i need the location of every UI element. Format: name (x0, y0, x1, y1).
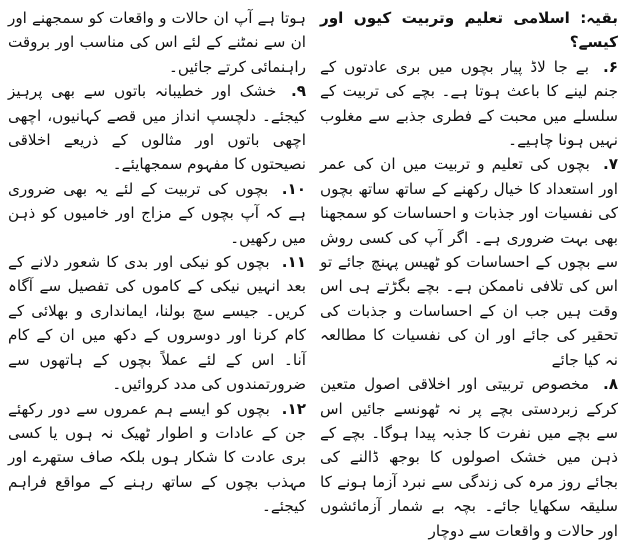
paragraph-9 (8, 79, 306, 177)
left-column (8, 6, 306, 514)
paragraph-text: بچوں کی تربیت کے لئے یہ بھی ضروری ہے کہ آپ بچوں کے مزاج اور خامیوں کو ذہن میں رکھیں۔ (8, 179, 306, 247)
paragraph-text: خشک اور خطیبانہ باتوں سے بھی پرہیز کیجئے۔ دلچسپ انداز میں قصے کہانیوں، اچھی اچھی باتوں اور مثالوں کے ذریعے اخلاقی نصیحتوں کا مفہوم سمجھایئے۔ (8, 82, 306, 174)
item-number: ۱۰. (281, 179, 307, 198)
paragraph-text: بے جا لاڈ پیار بچوں میں بری عادتوں کے جنم لینے کا باعث ہوتا ہے۔ بچے کی تربیت کے سلسلے میں محبت کے فطری جذبے سے مغلوب نہیں ہونا چاہیے۔ (320, 57, 618, 150)
article-title: بقیہ: اسلامی تعلیم وتربیت کیوں اور کیسے؟ (320, 9, 618, 52)
item-number: ۸. (602, 375, 619, 394)
paragraph-11 (8, 250, 306, 396)
paragraph-continued (8, 6, 306, 79)
item-number: ۱۲. (281, 399, 306, 418)
paragraph-text: ہوتا ہے آپ ان حالات و واقعات کو سمجھنے اور ان سے نمٹنے کے لئے اس کی مناسب اور بروقت راہنمائی کرتے جائیں۔ (8, 9, 306, 76)
paragraph-7 (320, 152, 618, 372)
item-number: ۶. (602, 57, 618, 76)
paragraph-text: مخصوص تربیتی اور اخلاقی اصول متعین کرکے زبردستی بچے پر نہ ٹھونسے جائیں اس سے بچے میں نفرت کا جذبہ پیدا ہوگا۔ بچے کے ذہن میں خشک اصولوں کا بوجھ ڈالنے کی بجائے روز مرہ کی زندگی سے نبرد آزما ہونے کا سلیقہ سکھایا جائے۔ بچہ بے شمار آزمائشوں اور حالات و واقعات سے دوچار (320, 375, 618, 540)
item-number: ۱۱. (281, 253, 307, 272)
item-number: ۷. (602, 155, 619, 174)
right-column (320, 6, 619, 540)
paragraph-text: بچوں کی تعلیم و تربیت میں ان کی عمر اور استعداد کا خیال رکھنے کے ساتھ ساتھ بچوں کی نفسیات اور جذبات و احساسات کو سمجھنا بھی بہت ضروری ہے۔ اگر آپ کی کسی روش سے بچوں کے احساسات کو ٹھیس پہنچ جائے تو اس کی تلافی ناممکن ہے۔ بچے بگڑتے ہی اس وقت ہیں جب ان کے احساسات و جذبات کی تحقیر کی جائے اور ان کی نفسیات کا مطالعہ نہ کیا جائے (320, 155, 618, 369)
paragraph-text: بچوں کو ایسے ہم عمروں سے دور رکھئے جن کے عادات و اطوار ٹھیک نہ ہوں یا کسی بری عادت کا شکار ہوں بلکہ صاف ستھرے اور مہذب بچوں کے ساتھ رہنے کے مواقع فراہم کیجئے۔ (8, 399, 306, 516)
paragraph-12 (8, 397, 306, 519)
paragraph-10 (8, 177, 306, 250)
paragraph-6 (320, 55, 618, 153)
paragraph-text: بچوں کو نیکی اور بدی کا شعور دلانے کے بعد انہیں نیکی کے کاموں کی تفصیل سے آگاہ کریں۔ جیسے سچ بولنا، ایمانداری و بھلائی کے کام کرنا اور دوسروں کے دکھ میں ان کے کام آنا۔ اس کے لئے عملاً بچوں کے ہاتھوں سے ضرورتمندوں کی مدد کروائیں۔ (8, 253, 306, 394)
item-number: ۹. (290, 82, 306, 101)
paragraph-8 (320, 372, 618, 543)
